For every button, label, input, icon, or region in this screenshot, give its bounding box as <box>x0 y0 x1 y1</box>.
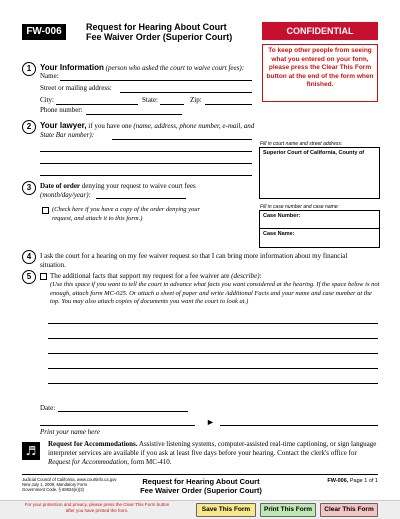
section-4-number: 4 <box>22 250 36 264</box>
form-number: FW-006 <box>26 26 62 37</box>
section-5-desc: The additional facts that support my request for a fee waiver are <box>50 272 230 280</box>
footer-legal-line1: Judicial Council of California, www.courtinfo.ca.gov <box>22 477 117 482</box>
lawyer-field-2[interactable] <box>40 151 252 152</box>
state-field[interactable] <box>160 104 184 105</box>
confidential-banner <box>262 22 378 40</box>
form-title-line1: Request for Hearing About Court <box>86 22 227 32</box>
street-field[interactable] <box>120 92 252 93</box>
section-2-heading: Your lawyer, <box>40 121 87 130</box>
lawyer-field-1[interactable] <box>112 139 252 140</box>
section-3-number: 3 <box>22 181 36 195</box>
form-number-badge <box>22 24 66 40</box>
footer-page-info <box>310 478 378 484</box>
section-3-heading: Date of order <box>40 182 81 190</box>
footer-page-label: Page 1 of 1 <box>349 478 378 484</box>
name-field[interactable] <box>60 80 252 81</box>
section-1-heading: Your Information <box>40 63 104 72</box>
court-caption: Fill in court name and street address: <box>260 141 343 147</box>
clear-notice-text: To keep other people from seeing what you entered on your form, please press the Clear This Form button at the end of the form when finished. <box>266 47 374 88</box>
additional-facts-checkbox[interactable] <box>40 273 47 280</box>
accommodations-text <box>48 440 378 467</box>
section-2-text <box>40 121 255 140</box>
facts-line-5[interactable] <box>48 383 378 384</box>
street-label: Street or mailing address: <box>40 84 112 92</box>
print-form-button[interactable]: Print This Form <box>260 503 316 517</box>
section-1-hint: (person who asked the court to waive court fees): <box>105 64 245 72</box>
phone-field[interactable] <box>86 114 182 115</box>
lawyer-field-3[interactable] <box>40 163 252 164</box>
case-box <box>259 210 380 248</box>
order-copy-text: (Check here if you have a copy of the order denying your request, and attach it to this form.) <box>52 206 201 222</box>
case-number-field[interactable] <box>260 211 379 229</box>
protection-notice: For your protection and privacy, please press the Clear This Form button after you have printed the form. <box>24 502 170 513</box>
state-label: State: <box>142 96 158 104</box>
case-number-label: Case Number: <box>263 213 301 219</box>
date-field[interactable] <box>58 411 188 412</box>
section-2-number: 2 <box>22 120 36 134</box>
section-2-hint: (name, address, phone number, e-mail, and State Bar number): <box>40 122 255 139</box>
accommodations-body: Assistive listening systems, computer-assisted real-time captioning, or sign language interpreter services are available if you ask at least five days before your hearing. Contact the clerk's office for <box>48 440 377 457</box>
order-date-field[interactable] <box>96 198 186 199</box>
footer-title <box>126 477 276 495</box>
form-title <box>86 22 256 42</box>
footer-legal <box>22 477 132 493</box>
section-5-text <box>50 272 380 281</box>
print-name-line[interactable] <box>40 425 195 426</box>
section-5-instructions: (Use this space if you want to tell the court in advance what facts you want considered at the hearing. If the space below is not enough, attach form MC-025. Or attach a sheet of paper and write Additional Facts and your name and case number at the top. You may also attach copies of documents you want the court to look at.) <box>50 281 380 305</box>
facts-line-4[interactable] <box>48 368 378 369</box>
zip-label: Zip: <box>190 96 202 104</box>
case-name-label: Case Name: <box>263 231 295 237</box>
save-form-button[interactable]: Save This Form <box>196 503 256 517</box>
case-name-field[interactable] <box>260 229 379 247</box>
zip-field[interactable] <box>205 104 252 105</box>
section-3-hint: (month/day/year): <box>40 191 91 199</box>
section-5-number: 5 <box>22 270 36 284</box>
print-name-label: Print your name here <box>40 428 100 436</box>
accommodations-form-num: form MC-410. <box>130 458 172 466</box>
facts-line-2[interactable] <box>48 338 378 339</box>
clear-notice-box <box>262 44 378 102</box>
section-5-hint: (describe): <box>231 272 262 280</box>
hearing-assistance-icon: ♬ <box>22 442 40 460</box>
order-copy-checkbox[interactable] <box>42 207 49 214</box>
section-2-text-part: if you have one <box>88 122 132 130</box>
date-label: Date: <box>40 404 56 412</box>
city-field[interactable] <box>56 104 138 105</box>
city-label: City: <box>40 96 55 104</box>
phone-label: Phone number: <box>40 106 83 114</box>
clear-form-button[interactable]: Clear This Form <box>320 503 378 517</box>
footer-title-line2: Fee Waiver Order (Superior Court) <box>140 486 262 495</box>
section-1-heading-row <box>40 63 255 73</box>
court-name-box[interactable] <box>259 147 380 199</box>
facts-line-1[interactable] <box>48 323 378 324</box>
section-1-number: 1 <box>22 62 36 76</box>
footer-divider <box>22 474 378 475</box>
footer-title-line1: Request for Hearing About Court <box>142 477 260 486</box>
name-label: Name: <box>40 72 59 80</box>
confidential-label: CONFIDENTIAL <box>286 26 354 36</box>
court-name: Superior Court of California, County of <box>263 150 365 156</box>
footer-legal-line2: New July 1, 2009, Mandatory Form <box>22 482 88 488</box>
facts-line-3[interactable] <box>48 353 378 354</box>
section-4-text: I ask the court for a hearing on my fee waiver request so that I can bring more information about my financial situation. <box>40 252 348 269</box>
accommodations-heading: Request for Accommodations. <box>48 440 138 448</box>
footer-form-number: FW-006, <box>327 478 349 484</box>
footer-legal-line3: Government Code, § 68634(e)(3) <box>22 487 84 493</box>
arrow-icon: ► <box>206 417 215 427</box>
case-caption: Fill in case number and case name: <box>260 204 339 210</box>
accommodations-form-ref: Request for Accommodation, <box>48 458 129 466</box>
form-title-line2: Fee Waiver Order (Superior Court) <box>86 32 233 42</box>
signature-line[interactable] <box>220 425 378 426</box>
section-3-desc: denying your request to waive court fees <box>81 182 196 190</box>
lawyer-field-4[interactable] <box>40 175 252 176</box>
